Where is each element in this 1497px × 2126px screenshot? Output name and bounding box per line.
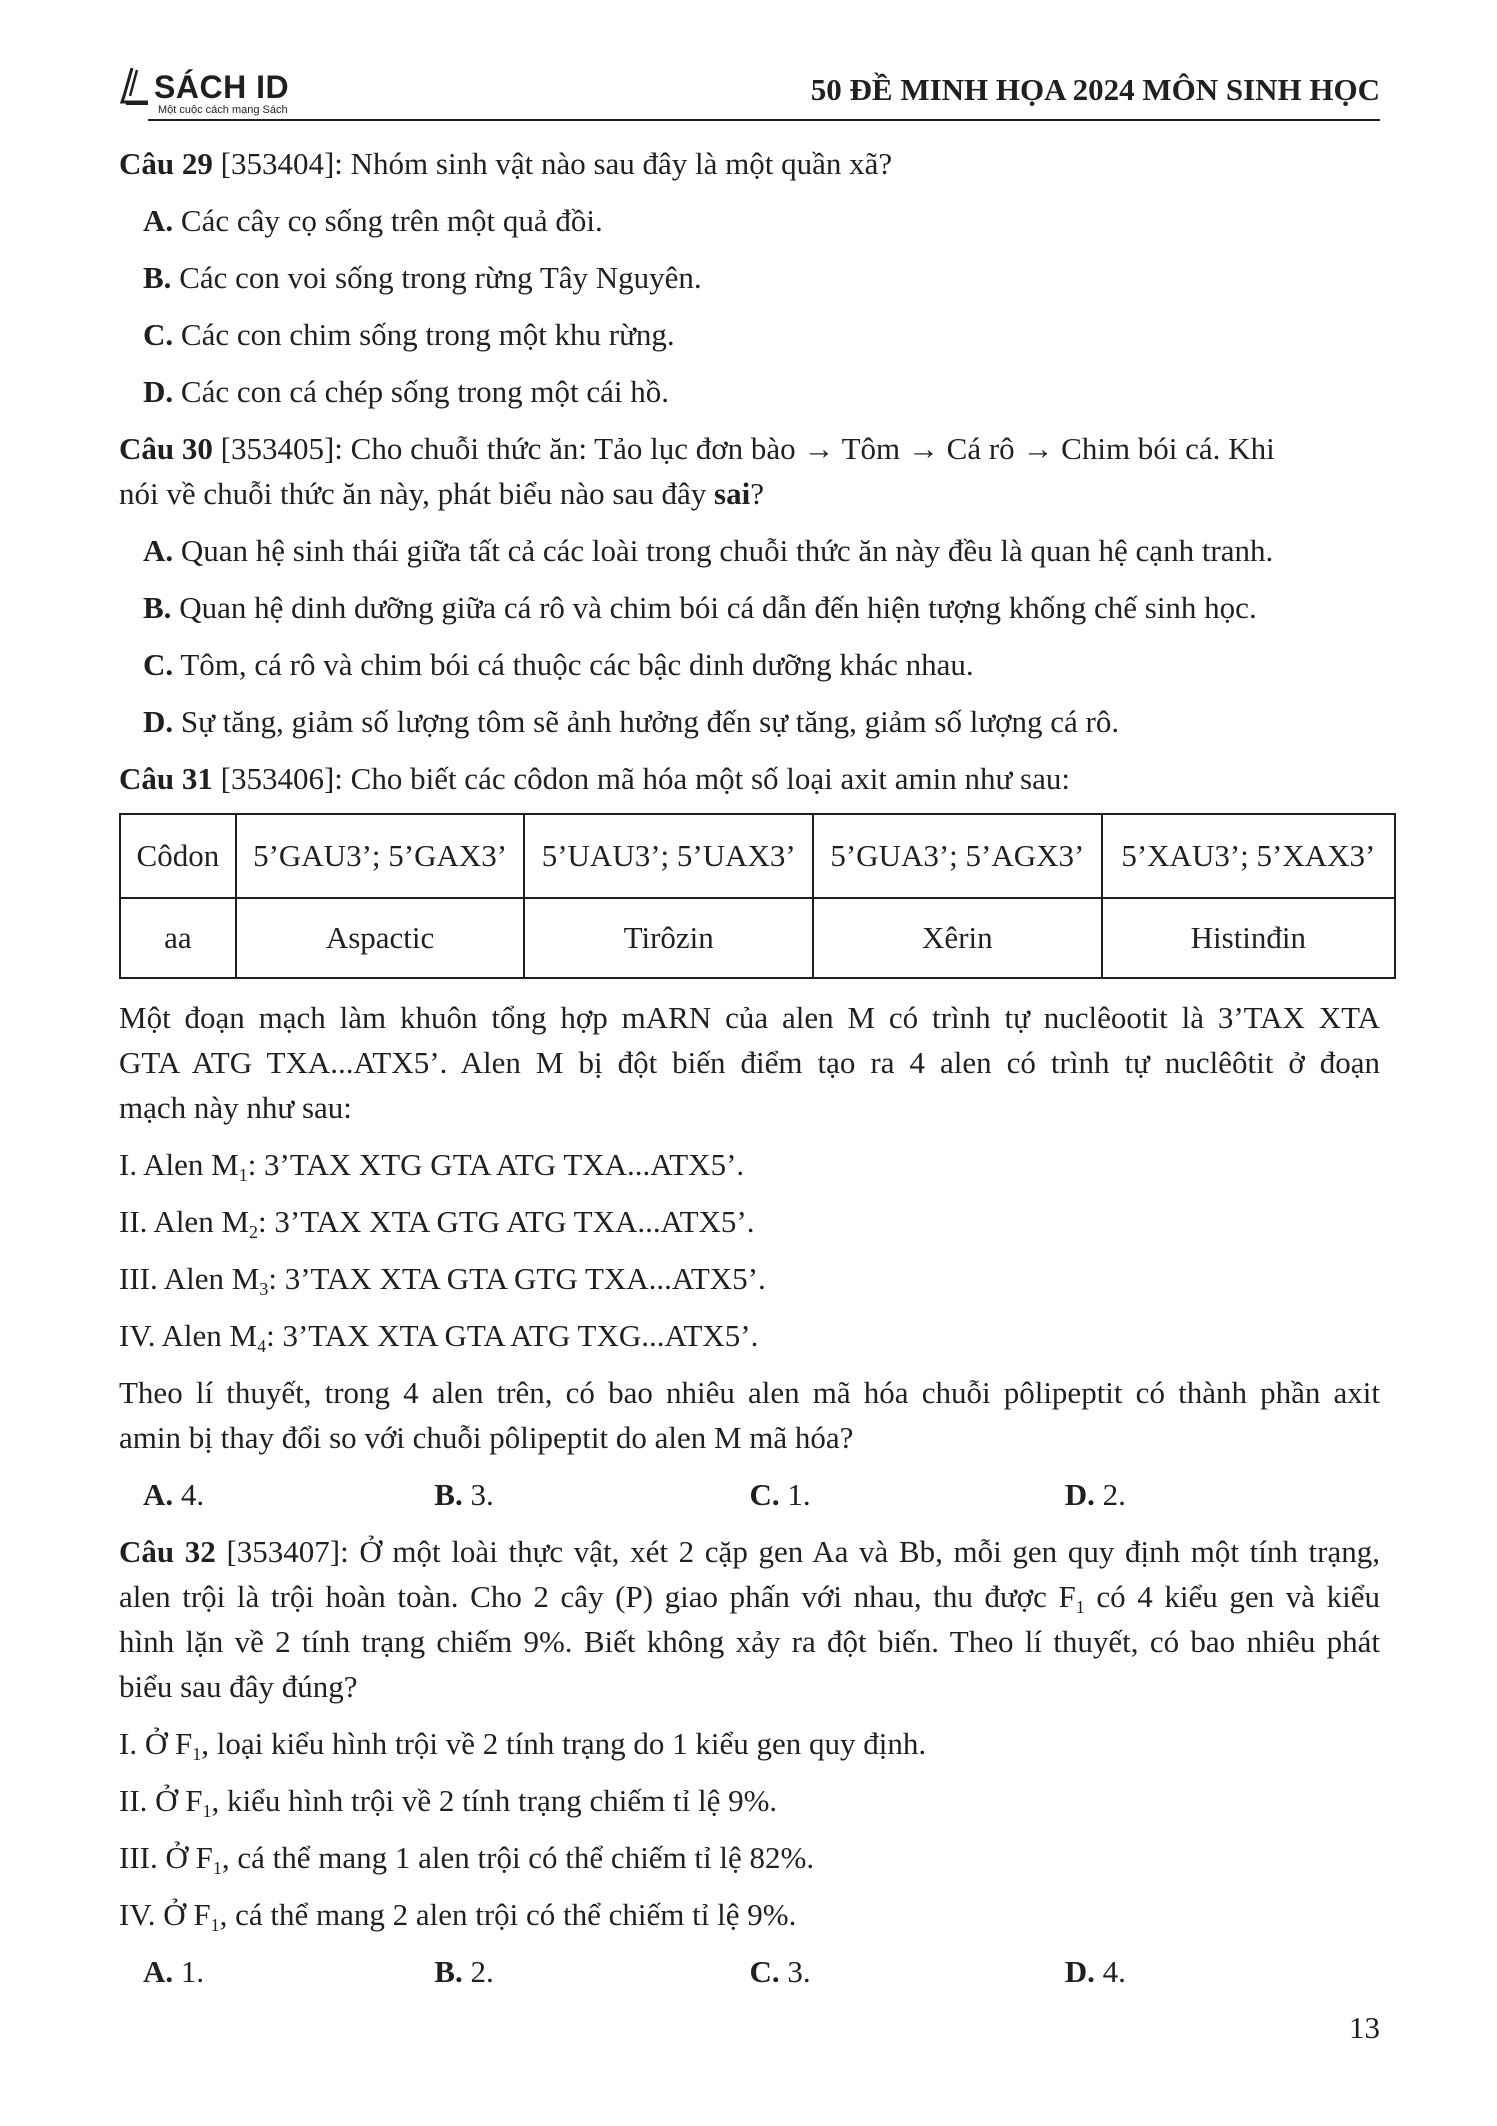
question-32 <box>119 1529 1380 1994</box>
question-32-stem-line-2 <box>119 1574 1380 1619</box>
option-text: Các cây cọ sống trên một quả đồi. <box>173 203 603 238</box>
question-30-options <box>119 528 1380 744</box>
question-30-stem-line-1 <box>119 426 1380 471</box>
option-letter: B. <box>143 260 172 295</box>
question-text: [353405]: Cho chuỗi thức ăn: Tảo lục đơn bào → Tôm → Cá rô → Chim bói cá. Khi <box>212 431 1275 466</box>
statement-text: , cá thể mang 1 alen trội có thể chiếm tỉ lệ 82%. <box>221 1840 815 1875</box>
paragraph-line: mạch này như sau: <box>119 1090 352 1125</box>
statement-ii <box>119 1199 1380 1244</box>
statement-text: III. Alen M <box>119 1261 260 1296</box>
question-label: Câu 31 <box>119 761 213 796</box>
statement-text: II. Ở F <box>119 1783 203 1818</box>
option-text: 3. <box>462 1477 494 1512</box>
statement-text: , cá thể mang 2 alen trội có thể chiếm tỉ lệ 9%. <box>219 1897 797 1932</box>
statement-text: : 3’TAX XTA GTG ATG TXA...ATX5’. <box>258 1204 755 1239</box>
question-line: Theo lí thuyết, trong 4 alen trên, có bao nhiêu alen mã hóa chuỗi pôlipeptit có thành phần axit <box>119 1375 1380 1410</box>
option-b <box>119 585 1380 630</box>
answer-a <box>119 1949 434 1994</box>
statement-text: IV. Alen M <box>119 1318 258 1353</box>
option-letter: A. <box>143 203 174 238</box>
subscript: 1 <box>202 1801 212 1821</box>
book-logo-icon <box>118 66 154 106</box>
option-text: 3. <box>779 1954 811 1989</box>
statement-iv <box>119 1313 1380 1358</box>
option-c <box>119 312 1380 357</box>
question-31-stem <box>119 756 1380 801</box>
option-text: Quan hệ dinh dưỡng giữa cá rô và chim bói cá dẫn đến hiện tượng khống chế sinh học. <box>171 590 1257 625</box>
page-content <box>119 141 1380 1994</box>
question-32-stem-line-1 <box>119 1529 1380 1574</box>
answer-b <box>434 1472 749 1517</box>
option-letter: C. <box>749 1477 780 1512</box>
statement-text: IV. Ở F <box>119 1897 211 1932</box>
statement-iii <box>119 1256 1380 1301</box>
question-text: alen trội là trội hoàn toàn. Cho 2 cây (P) giao phấn với nhau, thu được F <box>119 1579 1076 1614</box>
question-line: amin bị thay đổi so với chuỗi pôlipeptit do alen M mã hóa? <box>119 1420 854 1455</box>
page-number: 13 <box>1349 2010 1380 2045</box>
statement-text: : 3’TAX XTG GTA ATG TXA...ATX5’. <box>247 1147 745 1182</box>
subscript: 3 <box>259 1279 269 1299</box>
subscript: 4 <box>257 1336 267 1356</box>
header-divider <box>148 119 1380 121</box>
table-row <box>120 898 1395 978</box>
statement-text: III. Ở F <box>119 1840 213 1875</box>
statement-text: , kiểu hình trội về 2 tính trạng chiếm tỉ lệ 9%. <box>211 1783 778 1818</box>
option-text: 1. <box>173 1954 205 1989</box>
option-a <box>119 198 1380 243</box>
option-letter: C. <box>143 317 174 352</box>
option-text: 2. <box>1094 1477 1126 1512</box>
option-d <box>119 699 1380 744</box>
option-text: Các con chim sống trong một khu rừng. <box>173 317 675 352</box>
paragraph-line: Một đoạn mạch làm khuôn tổng hợp mARN của alen M có trình tự nuclêootit là 3’TAX XTA <box>119 1000 1380 1035</box>
option-letter: A. <box>143 533 174 568</box>
question-text: [353404]: Nhóm sinh vật nào sau đây là một quần xã? <box>212 146 893 181</box>
logo-tagline: Một cuộc cách mạng Sách <box>158 104 288 116</box>
option-text: 4. <box>1094 1954 1126 1989</box>
option-text: Sự tăng, giảm số lượng tôm sẽ ảnh hưởng đến sự tăng, giảm số lượng cá rô. <box>173 704 1120 739</box>
option-letter: D. <box>1064 1477 1095 1512</box>
table-cell: Tirôzin <box>524 898 813 978</box>
statement-text: I. Ở F <box>119 1726 193 1761</box>
statement-text: : 3’TAX XTA GTA GTG TXA...ATX5’. <box>268 1261 766 1296</box>
option-text: Quan hệ sinh thái giữa tất cả các loài trong chuỗi thức ăn này đều là quan hệ cạnh tranh. <box>173 533 1274 568</box>
subscript: 1 <box>192 1744 202 1764</box>
book-title: 50 ĐỀ MINH HỌA 2024 MÔN SINH HỌC <box>810 72 1380 107</box>
option-text: Các con cá chép sống trong một cái hồ. <box>173 374 669 409</box>
table-cell: Histinđin <box>1102 898 1395 978</box>
subscript: 2 <box>249 1222 259 1242</box>
table-header-cell: aa <box>120 898 236 978</box>
subscript: 1 <box>210 1915 220 1935</box>
question-text: có 4 kiểu gen và kiểu <box>1084 1579 1380 1614</box>
table-cell: 5’UAU3’; 5’UAX3’ <box>524 814 813 898</box>
table-cell: 5’GAU3’; 5’GAX3’ <box>236 814 525 898</box>
statement-text: : 3’TAX XTA GTA ATG TXG...ATX5’. <box>266 1318 759 1353</box>
answer-c <box>750 1949 1065 1994</box>
option-letter: C. <box>749 1954 780 1989</box>
answer-d <box>1065 1949 1380 1994</box>
answer-c <box>750 1472 1065 1517</box>
option-d <box>119 369 1380 414</box>
answer-b <box>434 1949 749 1994</box>
paragraph-line: GTA ATG TXA...ATX5’. Alen M bị đột biến điểm tạo ra 4 alen có trình tự nuclêôtit ở đoạn <box>119 1045 1380 1080</box>
statement-ii <box>119 1778 1380 1823</box>
question-32-stem-line-4: biểu sau đây đúng? <box>119 1669 358 1704</box>
logo <box>118 62 328 122</box>
option-text: Tôm, cá rô và chim bói cá thuộc các bậc dinh dưỡng khác nhau. <box>173 647 974 682</box>
answer-d <box>1065 1472 1380 1517</box>
question-29 <box>119 141 1380 414</box>
logo-name: SÁCH ID <box>154 69 290 105</box>
question-32-stem-line-3: hình lặn về 2 tính trạng chiếm 9%. Biết không xảy ra đột biến. Theo lí thuyết, có bao nhiêu phát <box>119 1624 1380 1659</box>
question-29-stem <box>119 141 1380 186</box>
question-text: [353407]: Ở một loài thực vật, xét 2 cặp gen Aa và Bb, mỗi gen quy định một tính trạng, <box>215 1534 1380 1569</box>
question-label: Câu 30 <box>119 431 213 466</box>
table-header-cell: Côdon <box>120 814 236 898</box>
subscript: 1 <box>212 1858 222 1878</box>
option-text: 1. <box>779 1477 811 1512</box>
option-c <box>119 642 1380 687</box>
question-text: nói về chuỗi thức ăn này, phát biểu nào sau đây <box>119 476 715 511</box>
page-header <box>118 62 1380 122</box>
option-b <box>119 255 1380 300</box>
option-a <box>119 528 1380 573</box>
table-cell: Xêrin <box>813 898 1102 978</box>
question-label: Câu 32 <box>119 1534 216 1569</box>
option-text: 2. <box>462 1954 494 1989</box>
option-text: 4. <box>173 1477 205 1512</box>
emphasis-word: sai <box>714 476 751 511</box>
option-letter: A. <box>143 1954 174 1989</box>
answer-a <box>119 1472 434 1517</box>
subscript: 1 <box>1075 1597 1085 1617</box>
question-29-options <box>119 198 1380 414</box>
statement-iii <box>119 1835 1380 1880</box>
option-letter: D. <box>143 704 174 739</box>
subscript: 1 <box>238 1165 248 1185</box>
question-label: Câu 29 <box>119 146 213 181</box>
question-30-stem-line-2 <box>119 471 1380 516</box>
table-cell: 5’GUA3’; 5’AGX3’ <box>813 814 1102 898</box>
statement-i <box>119 1721 1380 1766</box>
option-letter: B. <box>434 1477 463 1512</box>
option-letter: C. <box>143 647 174 682</box>
question-text: [353406]: Cho biết các côdon mã hóa một số loại axit amin như sau: <box>212 761 1070 796</box>
statement-text: II. Alen M <box>119 1204 250 1239</box>
option-letter: D. <box>1064 1954 1095 1989</box>
table-cell: 5’XAU3’; 5’XAX3’ <box>1102 814 1395 898</box>
statement-text: I. Alen M <box>119 1147 239 1182</box>
codon-table <box>119 813 1396 979</box>
statement-i <box>119 1142 1380 1187</box>
option-text: Các con voi sống trong rừng Tây Nguyên. <box>171 260 702 295</box>
option-letter: B. <box>434 1954 463 1989</box>
question-30 <box>119 426 1380 744</box>
answer-choices <box>119 1949 1380 1994</box>
option-letter: D. <box>143 374 174 409</box>
question-31 <box>119 756 1380 1517</box>
table-cell: Aspactic <box>236 898 525 978</box>
statement-iv <box>119 1892 1380 1937</box>
option-letter: A. <box>143 1477 174 1512</box>
answer-choices <box>119 1472 1380 1517</box>
statement-text: , loại kiểu hình trội về 2 tính trạng do 1 kiểu gen quy định. <box>201 1726 927 1761</box>
question-text: ? <box>750 476 764 511</box>
option-letter: B. <box>143 590 172 625</box>
table-row <box>120 814 1395 898</box>
